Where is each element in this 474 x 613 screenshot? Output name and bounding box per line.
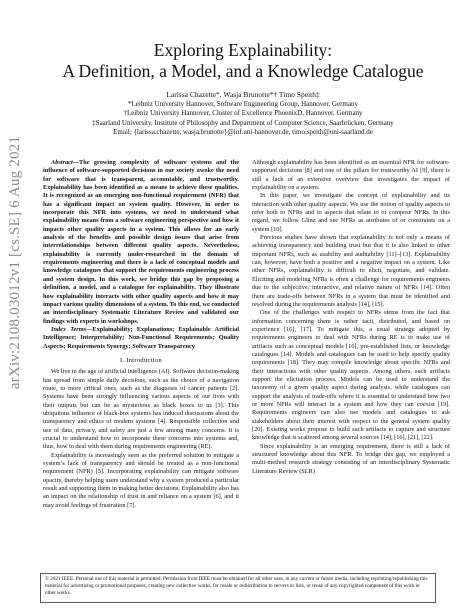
body-paragraph: Although explainability has been identified as an essential NFR for software-supported decisions [8] and one of the pillars for trustworthy AI [9], there is still a lack of an extensive overview that investigates the impact of explainability on a system. bbox=[252, 159, 450, 192]
index-terms bbox=[43, 326, 239, 351]
index-terms-text: —Explainability; Explanations; Explainable Artificial Intelligence; Interpretability; Non-Functional Requirements; Quality Aspects; Requirements Synergy; Software Transparency bbox=[43, 325, 240, 350]
author-list: Larissa Chazette*, Wasja Brunotte*† Timo Speith‡ bbox=[166, 90, 320, 99]
body-paragraph: We live in the age of artificial intelligence (AI). Software decision-making has spread from simple daily decisions, such as the choice of a navigation route, to more critical ones, such as the diagnosis of cancer patients [2]. Systems have been strongly influencing various aspects of our lives with their outputs but can be as mysterious as black boxes to us [3]. This ubiquitous influence of black-box systems has induced discussions about the transparency and ethics of modern systems [4]. Responsible collection and use of data, privacy, and safety are just a few among many concerns. It is crucial to understand how to incorporate these concerns into systems and, thus, how to deal with them during requirements engineering (RE). bbox=[43, 368, 239, 451]
abstract-label: Abstract bbox=[51, 159, 73, 166]
body-paragraph: Since explainability is an emerging requirement, there is still a lack of structured knowledge about this NFR. To bridge this gap, we employed a multi-method research strategy consisting of an interdisciplinary Systematic Literature Review (SLR) bbox=[252, 442, 450, 475]
left-column bbox=[43, 159, 239, 510]
arxiv-identifier-text: arXiv:2108.03012v1 [cs.SE] 6 Aug 2021 bbox=[7, 135, 24, 389]
affiliation-2: †Leibniz University Hannover, Cluster of Excellence PhoenixD, Hannover, Germany bbox=[123, 109, 363, 117]
abstract-text: —The growing complexity of software systems and the influence of software-supported decisions in our society awoke the need for software that is transparent, accountable, and trustworthy. Explainability has been identified as a means to achieve these qualities. It is recognized as an emerging non-functional requirement (NFR) that has a significant impact on system quality. However, in order to incorporate this NFR into systems, we need to understand what explainability means from a software engineering perspective and how it impacts other quality aspects in a system. This allows for an early analysis of the benefits and possible design issues that arise from interrelationships between different quality aspects. Nevertheless, explainability is currently under-researched in the domain of requirements engineering and there is a lack of conceptual models and knowledge catalogues that support the requirements engineering process and system design. In this work, we bridge this gap by proposing a definition, a model, and a catalogue for explainability. They illustrate how explainability interacts with other quality aspects and how it may impact various quality dimensions of a system. To this end, we conducted an interdisciplinary Systematic Literature Review and validated our findings with experts in workshops. bbox=[43, 159, 239, 325]
paper-title-line-1: Exploring Explainability: bbox=[153, 40, 333, 60]
abstract bbox=[43, 159, 239, 326]
index-terms-label: Index Terms bbox=[51, 325, 87, 333]
body-paragraph: Previous studies have shown that explainability is not only a means of achieving transparency and building trust but that it is also linked to other important NFRs, such as usability and auditability [11]–[13]. Explainability can, however, have both a positive and a negative impact on a system. Like other NFRs, explainability is difficult to elicit, negotiate, and validate. Eliciting and modeling NFRs is often a challenge for requirements engineers due to the subjective, interactive, and relative nature of NFRs [14]. Often there are trade-offs between NFRs in a system that must be identified and resolved during the requirements analysis [14], [15]. bbox=[252, 234, 450, 308]
body-paragraph: One of the challenges with respect to NFRs stems from the fact that information concerning them is rather tacit, distributed, and based on experience [16], [17]. To mitigate this, a usual strategy adopted by requirements engineers to deal with NFRs during RE is to make use of artifacts such as conceptual models [16], pre-established lists, or knowledge catalogues [14]. Models and catalogues can be used to help specify quality requirements [18]. They may compile knowledge about specific NFRs and their interactions with other quality aspects. Among others, such artifacts support the elicitation process. Models can be used to understand the taxonomy of a given quality aspect during analysis, while catalogues can support the analysis of trade-offs where it is essential to understand how two or more NFRs will interact in a system and how they can coexist [19]. Requirements engineers can also use models and catalogues to ask stakeholders about their interest with respect to the general system quality [20]. Existing works propose to build such artifacts to capture and structure knowledge that is scattered among several sources [14], [16], [21], [22]. bbox=[252, 309, 450, 442]
section-heading-introduction: I. Introduction bbox=[119, 356, 163, 364]
arxiv-identifier bbox=[3, 112, 29, 412]
right-column bbox=[252, 159, 450, 476]
body-paragraph: Explainability is increasingly seen as the preferred solution to mitigate a system’s lack of transparency and should be treated as a non-functional requirement (NFR) [5]. Incorporating explainability can mitigate software opacity, thereby helping users understand why a system produced a particular result and supporting them in making better decisions. Explainability also has an impact on the relationship of trust in and reliance on a system [6], and it may avoid feelings of frustration [7]. bbox=[43, 451, 239, 509]
copyright-notice: © 2021 IEEE. Personal use of this material is permitted. Permission from IEEE must be obtained for all other uses, in any current or future media, including reprinting/republishing this material for advertising or promotional purposes, creating new collective works, for resale or redistribution to servers or lists, or reuse of any copyrighted component of this work in other works. bbox=[40, 573, 436, 603]
affiliation-1: *Leibniz University Hannover, Software Engineering Group, Hannover, Germany bbox=[128, 99, 358, 108]
author-emails: Email: {larissa.chazette, wasja.brunotte}@inf.uni-hannover.de, timo.speith@uni-saarland.de bbox=[113, 128, 373, 136]
body-paragraph: In this paper, we investigate the concept of explainability and its interaction with other quality aspects. We use the notion of quality aspects to refer both to NFRs and to aspects that relate to or compose NFRs. In this regard, we follow Glinz and see NFRs as attributes of or constraints on a system [10]. bbox=[252, 192, 450, 233]
title-block bbox=[30, 40, 456, 138]
affiliation-3: ‡Saarland University, Institute of Philosophy and Department of Computer Science, Saarbrücken, Germany bbox=[92, 118, 394, 127]
paper-title-line-2: A Definition, a Model, and a Knowledge Catalogue bbox=[62, 61, 424, 81]
